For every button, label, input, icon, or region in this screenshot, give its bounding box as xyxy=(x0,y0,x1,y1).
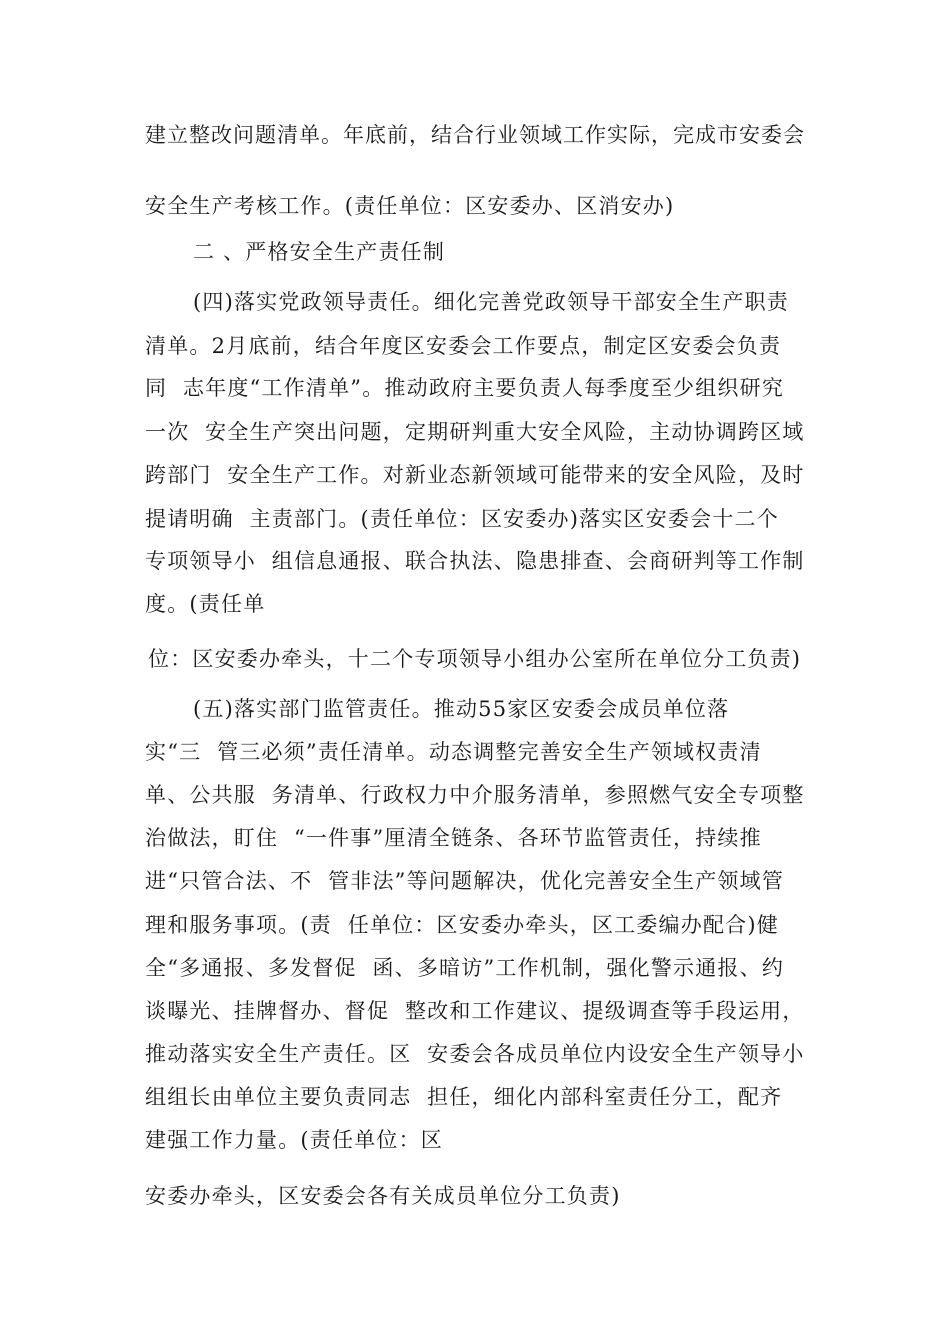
paragraph-line: 提请明确 主责部门。(责任单位：区安委办)落实区安委会十二个 xyxy=(145,507,779,531)
paragraph-line: 推动落实安全生产责任。区 安委会各成员单位内设安全生产领导小 xyxy=(145,1042,805,1066)
paragraph-line: 治做法，盯住 “一件事”厘清全链条、各环节监管责任，持续推 xyxy=(145,826,762,850)
paragraph-line: 清单。2月底前，结合年度区安委会工作要点，制定区安委会负责 xyxy=(145,334,782,358)
paragraph-line: 建立整改问题清单。年底前，结合行业领域工作实际，完成市安委会 xyxy=(145,123,805,147)
paragraph-line: 组组长由单位主要负责同志 担任，细化内部科室责任分工，配齐 xyxy=(145,1085,783,1109)
paragraph-line: 安全生产考核工作。(责任单位：区安委办、区消安办) xyxy=(145,194,675,218)
paragraph-line: 谈曝光、挂牌督办、督促 整改和工作建议、提级调查等手段运用， xyxy=(145,999,805,1023)
paragraph-line: 同 志年度“工作清单”。推动政府主要负责人每季度至少组织研究 xyxy=(145,376,785,400)
paragraph-line: 全“多通报、多发督促 函、多暗访”工作机制，强化警示通报、约 xyxy=(145,956,785,980)
paragraph-line: 安委办牵头，区安委会各有关成员单位分工负责) xyxy=(145,1184,621,1208)
paragraph-line: 跨部门 安全生产工作。对新业态新领域可能带来的安全风险，及时 xyxy=(145,463,805,487)
paragraph-line: 单、公共服 务清单、行政权力中介服务清单，参照燃气安全专项整 xyxy=(145,783,805,807)
paragraph-line: 建强工作力量。(责任单位：区 xyxy=(145,1128,443,1152)
paragraph-line: 理和服务事项。(责 任单位：区安委办牵头，区工委编办配合)健 xyxy=(145,913,779,937)
paragraph-line: 专项领导小 组信息通报、联合执法、隐患排查、会商研判等工作制 xyxy=(145,549,805,573)
paragraph-line: 一次 安全生产突出问题，定期研判重大安全风险，主动协调跨区域 xyxy=(145,420,805,444)
section-heading: 二 、严格安全生产责任制 xyxy=(193,240,446,264)
paragraph-line: 位：区安委办牵头，十二个专项领导小组办公室所在单位分工负责) xyxy=(148,647,802,671)
paragraph-line: 度。(责任单 xyxy=(145,592,266,616)
paragraph-line: 进“只管合法、不 管非法”等问题解决，优化完善安全生产领域管 xyxy=(145,869,785,893)
paragraph-line: (四)落实党政领导责任。细化完善党政领导干部安全生产职责 xyxy=(193,290,789,314)
paragraph-line: (五)落实部门监管责任。推动55家区安委会成员单位落 xyxy=(193,697,730,721)
paragraph-line: 实“三 管三必须”责任清单。动态调整完善安全生产领域权责清 xyxy=(145,740,762,764)
